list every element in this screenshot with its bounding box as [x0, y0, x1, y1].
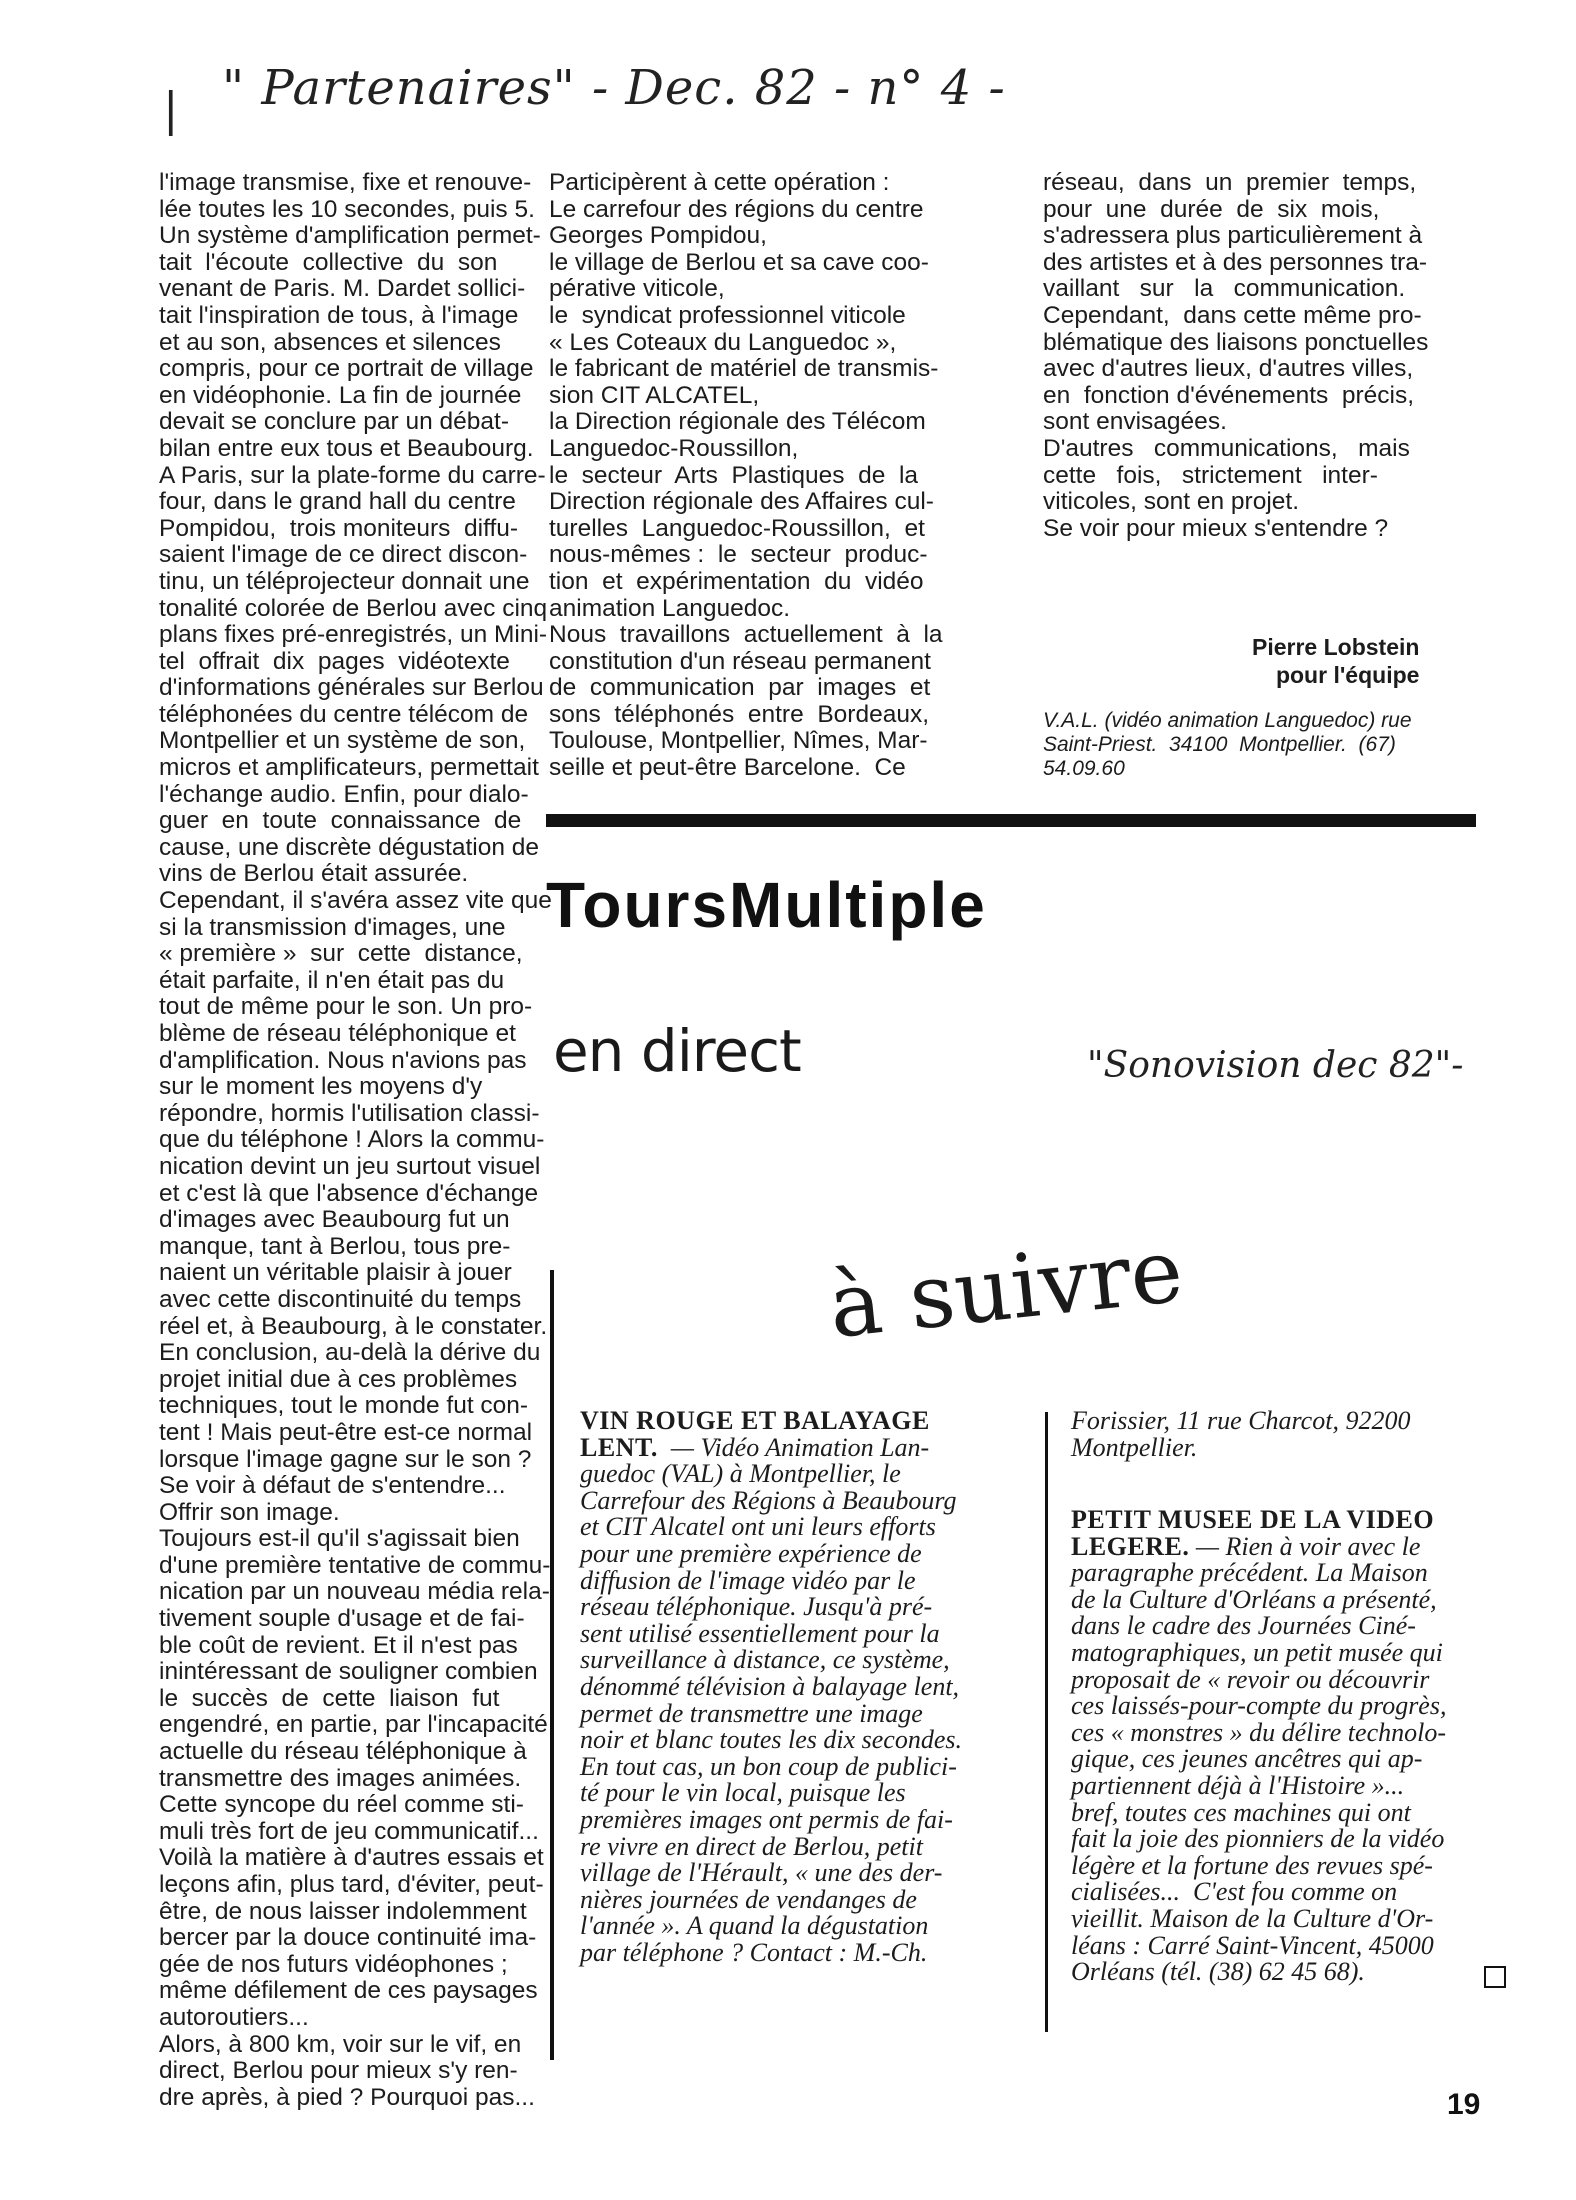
handwritten-side-note: "Sonovision dec 82"- [1087, 1045, 1464, 1086]
section-divider [546, 814, 1476, 827]
author-signature: Pierre Lobstein pour l'équipe [1252, 634, 1420, 688]
brief-museum-body [1071, 1507, 1446, 1986]
end-mark [1484, 1966, 1506, 1988]
brief-contact-continued: Forissier, 11 rue Charcot, 92200 Montpellier. [1071, 1406, 1411, 1462]
handwritten-header-note: " Partenaires" - Dec. 82 - n° 4 - [222, 60, 1006, 116]
column3-body: réseau, dans un premier temps, pour une durée de six mois, s'adressera plus particulièrement à des artistes et à des personnes tra- vaillant sur la communication. Cependant, dans cette même pro- blématique des liaisons ponctuelles avec d'autres lieux, d'autres villes, en fonction d'événements précis, sont envisagées. D'autres communications, mais cette fois, strictement inter- viticoles, sont en projet. Se voir pour mieux s'entendre ? [1043, 169, 1429, 542]
brief-museum-text: paragraphe précédent. La Maison de la Culture d'Orléans a présenté, dans le cadre des Journées Ciné- matographiques, un petit musée qui proposait de « revoir ou découvrir ces laissés-pour-compte du progrès, ces « monstres » du délire technolo- gique, ces jeunes ancêtres qui ap- partiennent déjà à l'Histoire »... bref, toutes ces machines qui ont fait la joie des pionniers de la vidéo légère et la fortune des revues spé- cialisées... C'est fou comme on vieillit. Maison de la Culture d'Or- léans : Carré Saint-Vincent, 45000 Orléans (tél. (38) 62 45 68). [1071, 1558, 1447, 1987]
brief-wine-title: VIN ROUGE ET BALAYAGE LENT. [580, 1406, 930, 1462]
brief-wine-text-first: — Vidéo Animation Lan- [657, 1432, 930, 1462]
column-divider [1045, 1412, 1048, 2032]
address-note: V.A.L. (vidéo animation Languedoc) rue Saint-Priest. 34100 Montpellier. (67) 54.09.60 [1043, 709, 1412, 780]
feature-subhead: en direct [553, 1017, 801, 1085]
feature-headline: ToursMultiple [546, 869, 987, 941]
kicker-title: à suivre [824, 1218, 1188, 1358]
column1-body: l'image transmise, fixe et renouve- lée toutes les 10 secondes, puis 5. Un système d'amplification permet- tait l'écoute collective du son venant de Paris. M. Dardet sollici- tait l'inspiration de tous, à l'image et au son, absences et silences compris, pour ce portrait de village en vidéophonie. La fin de journée devait se conclure par un débat- bilan entre eux tous et Beaubourg. A Paris, sur la plate-forme du carre- four, dans le grand hall du centre Pompidou, trois moniteurs diffu- saient l'image de ce direct discon- tinu, un téléprojecteur donnait une tonalité colorée de Berlou avec cinq plans fixes pré-enregistrés, un Mini- tel offrait dix pages vidéotexte d'informations générales sur Berlou téléphonées du centre télécom de Montpellier et un système de son, micros et amplificateurs, permettait l'échange audio. Enfin, pour dialo- guer en toute connaissance de cause, une discrète dégustation de vins de Berlou était assurée. Cependant, il s'avéra assez vite que si la transmission d'images, une « première » sur cette distance, était parfaite, il n'en était pas du tout de même pour le son. Un pro- blème de réseau téléphonique et d'amplification. Nous n'avions pas sur le moment les moyens d'y répondre, hormis l'utilisation classi- que du téléphone ! Alors la commu- nication devint un jeu surtout visuel et c'est là que l'absence d'échange d'images avec Beaubourg fut un manque, tant à Berlou, tous pre- naient un véritable plaisir à jouer avec cette discontinuité du temps réel et, à Beaubourg, à le constater. En conclusion, au-delà la dérive du projet initial due à ces problèmes techniques, tout le monde fut con- tent ! Mais peut-être est-ce normal lorsque l'image gagne sur le son ? Se voir à défaut de s'entendre... Offrir son image. Toujours est-il qu'il s'agissait bien d'une première tentative de commu- nication par un nouveau média rela- tivement souple d'usage et de fai- ble coût de revient. Et il n'est pas inintéressant de souligner combien le succès de cette liaison fut engendré, en partie, par l'incapacité actuelle du réseau téléphonique à transmettre des images animées. Cette syncope du réel comme sti- muli très fort de jeu communicatif... Voilà la matière à d'autres essais et leçons afin, plus tard, d'éviter, peut- être, de nous laisser indolemment bercer par la douce continuité ima- gée de nos futurs vidéophones ; même défilement de ces paysages autoroutiers... Alors, à 800 km, voir sur le vif, en direct, Berlou pour mieux s'y ren- dre après, à pied ? Pourquoi pas... [159, 169, 552, 2111]
brief-museum-title: PETIT MUSEE DE LA VIDEO LEGERE. [1071, 1505, 1435, 1561]
brief-wine-body [580, 1408, 962, 1966]
page-number: 19 [1447, 2088, 1481, 2121]
column2-body: Participèrent à cette opération : Le carrefour des régions du centre Georges Pompidou, le village de Berlou et sa cave coo- pérative viticole, le syndicat professionnel viticole « Les Coteaux du Languedoc », le fabricant de matériel de transmis- sion CIT ALCATEL, la Direction régionale des Télécom Languedoc-Roussillon, le secteur Arts Plastiques de la Direction régionale des Affaires cul- turelles Languedoc-Roussillon, et nous-mêmes : le secteur produc- tion et expérimentation du vidéo animation Languedoc. Nous travaillons actuellement à la constitution d'un réseau permanent de communication par images et sons téléphonés entre Bordeaux, Toulouse, Montpellier, Nîmes, Mar- seille et peut-être Barcelone. Ce [549, 169, 943, 782]
brief-wine-text: guedoc (VAL) à Montpellier, le Carrefour des Régions à Beaubourg et CIT Alcatel ont uni leurs efforts pour une première expérience de diffusion de l'image vidéo par le réseau téléphonique. Jusqu'à pré- sent utilisé essentiellement pour la surveillance à distance, ce système, dénommé télévision à balayage lent, permet de transmettre une image noir et blanc toutes les dix secondes. En tout cas, un bon coup de publici- té pour le vin local, puisque les premières images ont permis de fai- re vivre en direct de Berlou, petit village de l'Hérault, « une des der- nières journées de vendanges de l'année ». A quand la dégustation par téléphone ? Contact : M.-Ch. [580, 1459, 962, 1967]
brief-museum-text-first: — Rien à voir avec le [1189, 1531, 1421, 1561]
handwritten-margin-mark: | [163, 82, 179, 136]
vertical-bar [550, 1270, 554, 2060]
